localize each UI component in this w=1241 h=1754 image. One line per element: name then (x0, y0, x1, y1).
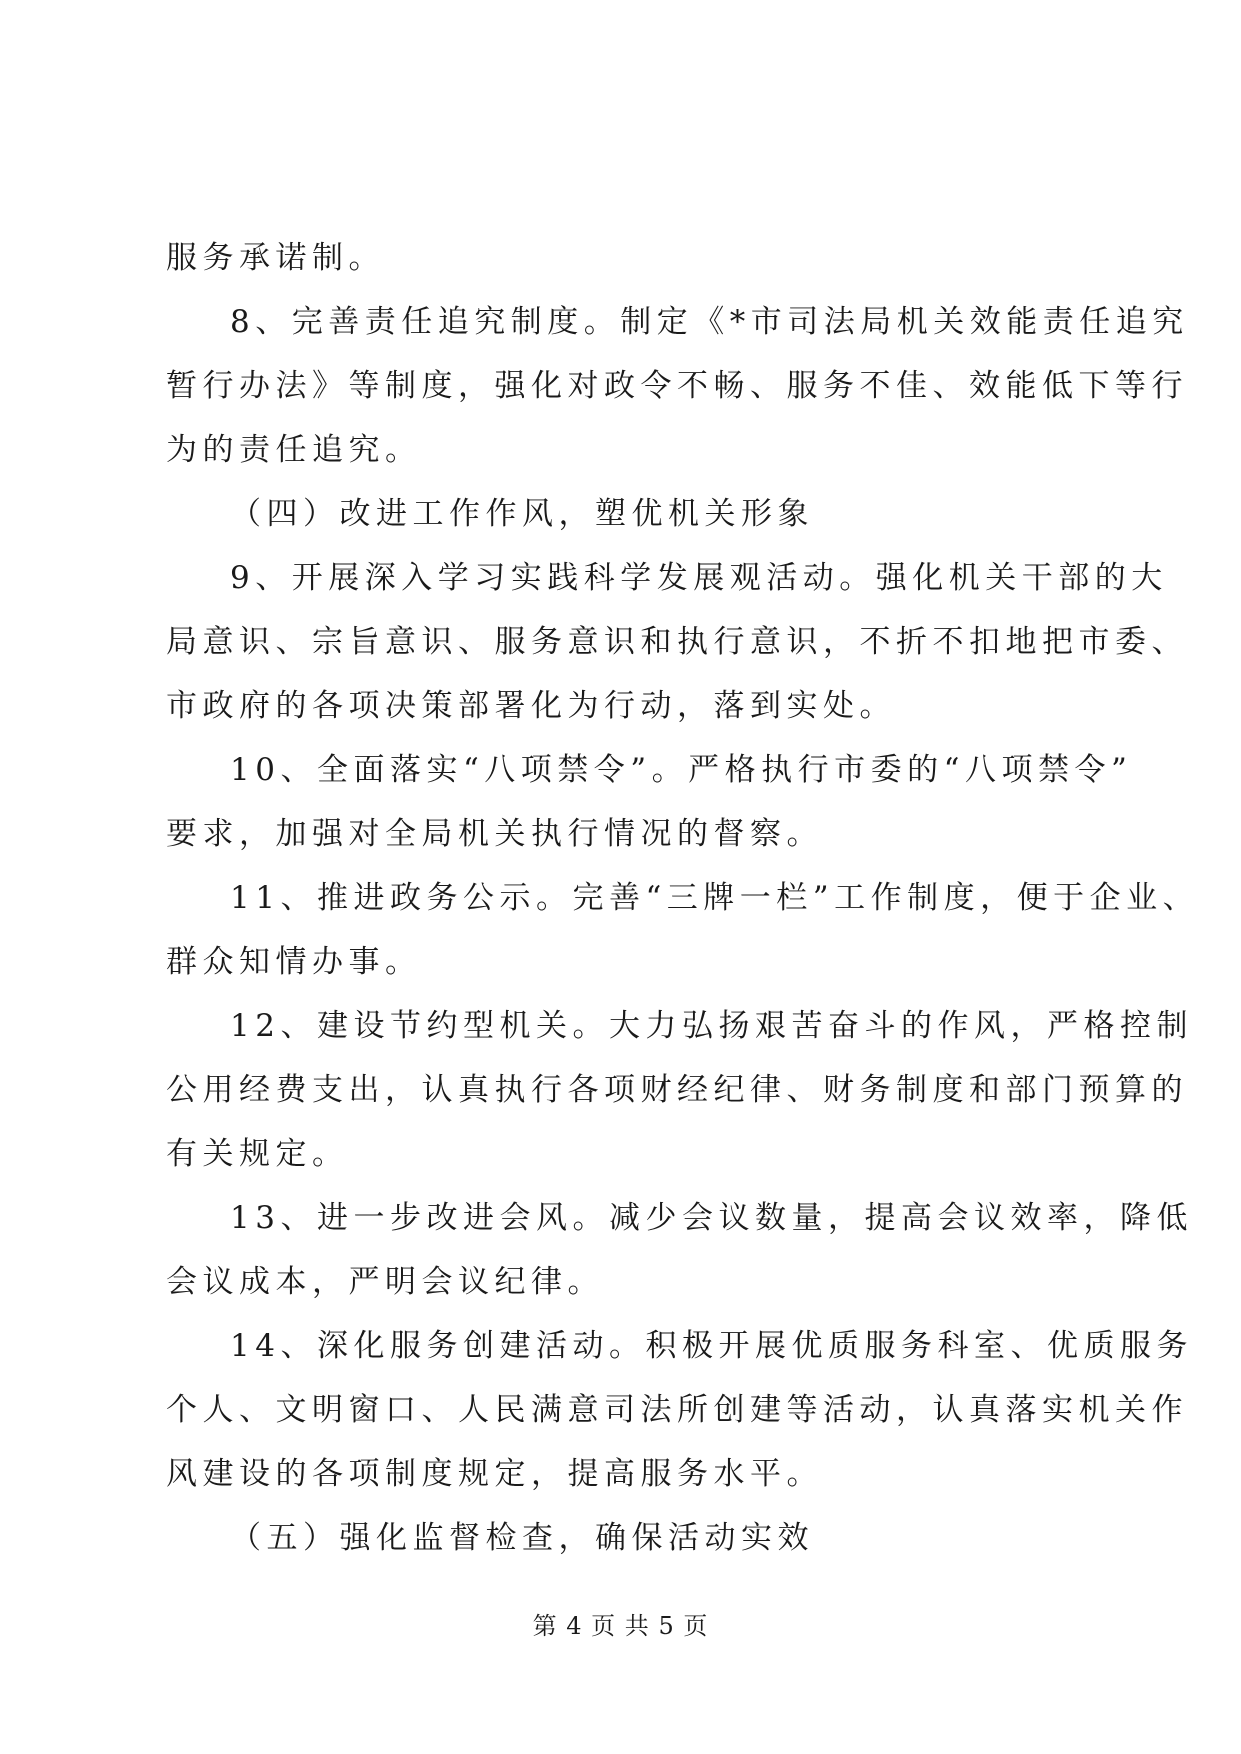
text-line: 13、进一步改进会风。减少会议数量，提高会议效率，降低 (230, 1200, 1193, 1236)
document-body (166, 226, 1200, 1570)
text-line: 14、深化服务创建活动。积极开展优质服务科室、优质服务 (230, 1328, 1193, 1364)
text-line: 为的责任追究。 (166, 432, 422, 468)
text-line: 市政府的各项决策部署化为行动，落到实处。 (166, 688, 896, 724)
text-line: 局意识、宗旨意识、服务意识和执行意识，不折不扣地把市委、 (166, 624, 1188, 660)
section-heading: （五）强化监督检查，确保活动实效 (230, 1520, 814, 1556)
text-line: 8、完善责任追究制度。制定《*市司法局机关效能责任追究 (230, 304, 1189, 340)
page-footer (0, 1606, 1241, 1641)
text-line: 暂行办法》等制度，强化对政令不畅、服务不佳、效能低下等行 (166, 368, 1188, 404)
text-line: 个人、文明窗口、人民满意司法所创建等活动，认真落实机关作 (166, 1392, 1188, 1428)
section-heading: （四）改进工作作风，塑优机关形象 (230, 496, 814, 532)
text-line: 11、推进政务公示。完善“三牌一栏”工作制度，便于企业、 (230, 880, 1200, 916)
text-line: 群众知情办事。 (166, 944, 422, 980)
text-line: 12、建设节约型机关。大力弘扬艰苦奋斗的作风，严格控制 (230, 1008, 1193, 1044)
text-line: 服务承诺制。 (166, 240, 385, 276)
text-line: 要求，加强对全局机关执行情况的督察。 (166, 816, 823, 852)
text-line: 公用经费支出，认真执行各项财经纪律、财务制度和部门预算的 (166, 1072, 1188, 1108)
text-line: 有关规定。 (166, 1136, 349, 1172)
text-line: 风建设的各项制度规定，提高服务水平。 (166, 1456, 823, 1492)
text-line: 会议成本，严明会议纪律。 (166, 1264, 604, 1300)
text-line: 9、开展深入学习实践科学发展观活动。强化机关干部的大 (230, 560, 1168, 596)
text-line: 10、全面落实“八项禁令”。严格执行市委的“八项禁令” (230, 752, 1133, 788)
page-number-label: 第 4 页 共 5 页 (532, 1612, 709, 1640)
